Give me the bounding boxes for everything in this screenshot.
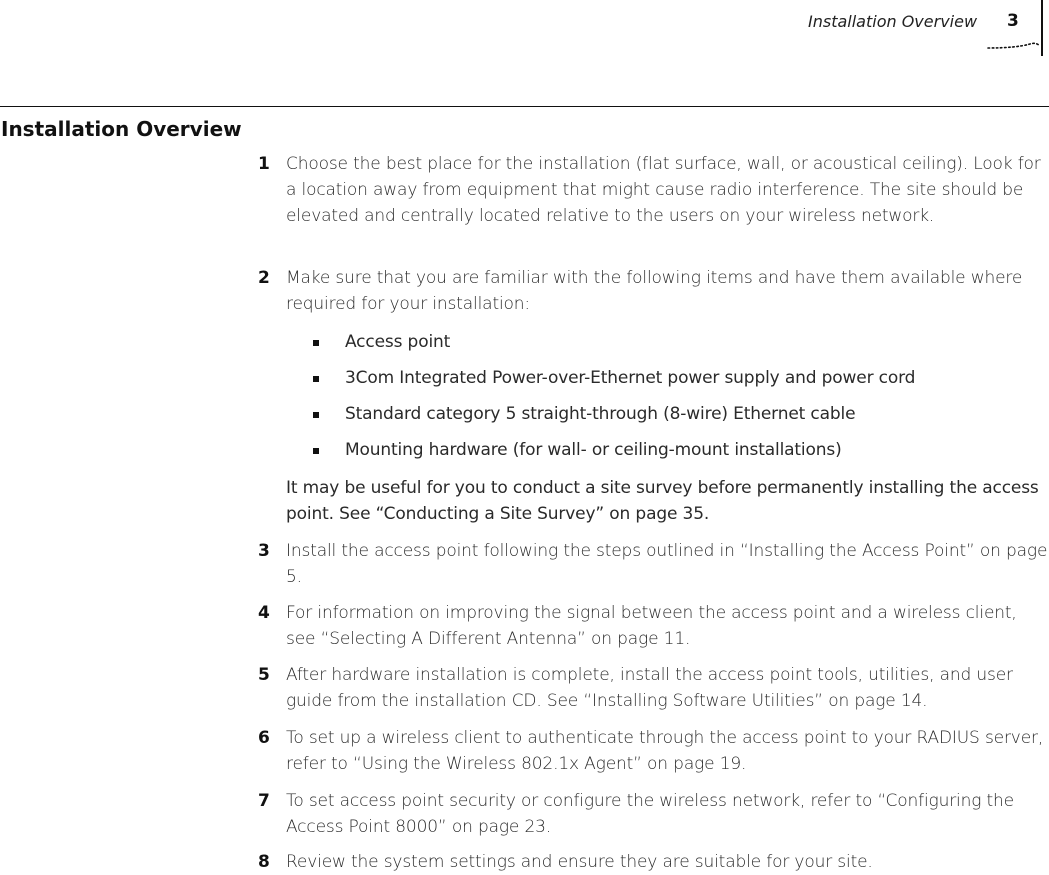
list-item-text: Access point	[345, 332, 451, 352]
list-item-text: Mounting hardware (for wall- or ceiling-mount installations)	[345, 440, 842, 460]
step-text: Choose the best place for the installation (flat surface, wall, or acoustical ceiling). Look for a location away from equipment that might cause radio interference. The site should be elevated and centrally located relative to the users on your wireless network.	[286, 154, 1041, 226]
running-header-title: Installation Overview	[808, 12, 978, 31]
step-number: 8	[258, 852, 270, 872]
step-4	[258, 600, 1048, 652]
step-3	[258, 538, 1048, 590]
step-text: Make sure that you are familiar with the following items and have them available where required for your installation:	[286, 268, 1023, 314]
bullet-square-icon	[313, 412, 319, 418]
site-survey-note: It may be useful for you to conduct a site survey before permanently installing the access point. See “Conducting a Site Survey” on page 35.	[286, 478, 1039, 524]
bullet-square-icon	[313, 376, 319, 382]
step-text: To set up a wireless client to authenticate through the access point to your RADIUS server, refer to “Using the Wireless 802.1x Agent” on page 19.	[286, 728, 1044, 774]
list-item-text: 3Com Integrated Power-over-Ethernet power supply and power cord	[345, 368, 916, 388]
step-7	[258, 788, 1048, 840]
list-item	[313, 365, 915, 391]
step-text: After hardware installation is complete, install the access point tools, utilities, and user guide from the installation CD. See “Installing Software Utilities” on page 14.	[286, 665, 1013, 711]
header-rule	[0, 106, 1049, 107]
step-1	[258, 151, 1048, 229]
step-number: 6	[258, 728, 270, 748]
corner-dotted-curve	[986, 41, 1042, 51]
step-text: For information on improving the signal between the access point and a wireless client, see “Selecting A Different Antenna” on page 11.	[286, 603, 1017, 649]
step-8	[258, 849, 1048, 875]
section-title: Installation Overview	[1, 117, 242, 141]
list-item	[313, 329, 450, 355]
step-number: 7	[258, 791, 270, 811]
bullet-square-icon	[313, 340, 319, 346]
bullet-square-icon	[313, 448, 319, 454]
step-number: 5	[258, 665, 270, 685]
step-number: 3	[258, 541, 270, 561]
step-2	[258, 265, 1048, 317]
step-number: 2	[258, 268, 270, 288]
step-5	[258, 662, 1048, 714]
step-text: Install the access point following the steps outlined in “Installing the Access Point” on page 5.	[286, 541, 1048, 587]
list-item	[313, 437, 842, 463]
step-number: 4	[258, 603, 270, 623]
step-text: Review the system settings and ensure they are suitable for your site.	[286, 852, 873, 872]
step-6	[258, 725, 1048, 777]
list-item-text: Standard category 5 straight-through (8-wire) Ethernet cable	[345, 404, 856, 424]
list-item	[313, 401, 855, 427]
page-number: 3	[1007, 11, 1019, 31]
step-text: To set access point security or configure the wireless network, refer to “Configuring the Access Point 8000” on page 23.	[286, 791, 1014, 837]
step-number: 1	[258, 154, 270, 174]
